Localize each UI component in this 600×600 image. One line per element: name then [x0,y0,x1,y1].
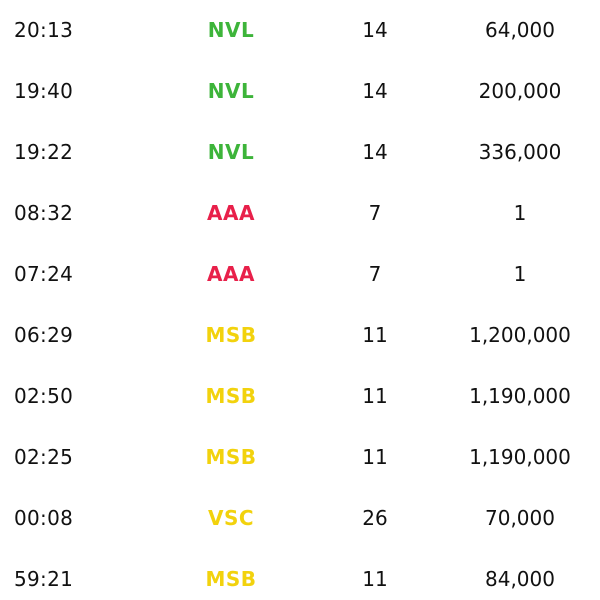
quantity-value: 7 [368,201,382,225]
list-item[interactable] [0,366,600,427]
time-value: 20:13 [14,18,74,42]
list-item[interactable] [0,549,600,600]
list-item[interactable] [0,488,600,549]
amount-value: 1 [513,262,527,286]
quantity-value: 14 [362,18,388,42]
ticker-symbol: NVL [207,18,255,42]
ticker-symbol: MSB [205,384,257,408]
ticker-symbol: AAA [207,201,255,225]
time-value: 02:25 [14,445,74,469]
list-item[interactable] [0,0,600,61]
quantity-value: 11 [362,567,388,591]
list-item[interactable] [0,305,600,366]
time-value: 59:21 [14,567,74,591]
amount-value: 1,200,000 [469,323,571,347]
list-item[interactable] [0,122,600,183]
ticker-symbol: MSB [205,567,257,591]
ticker-symbol: AAA [207,262,255,286]
list-item[interactable] [0,183,600,244]
ticker-symbol: MSB [205,445,257,469]
amount-value: 1,190,000 [469,384,571,408]
time-value: 00:08 [14,506,74,530]
ticker-symbol: NVL [207,79,255,103]
ticker-symbol: VSC [207,506,255,530]
time-value: 19:22 [14,140,74,164]
ticker-symbol: MSB [205,323,257,347]
quantity-value: 11 [362,323,388,347]
time-value: 02:50 [14,384,74,408]
amount-value: 336,000 [478,140,562,164]
quantity-value: 14 [362,79,388,103]
time-value: 07:24 [14,262,74,286]
time-value: 08:32 [14,201,74,225]
quantity-value: 14 [362,140,388,164]
quantity-value: 11 [362,445,388,469]
list-item[interactable] [0,427,600,488]
time-value: 19:40 [14,79,74,103]
amount-value: 70,000 [485,506,555,530]
list-item[interactable] [0,244,600,305]
quantity-value: 11 [362,384,388,408]
ticker-symbol: NVL [207,140,255,164]
amount-value: 64,000 [485,18,555,42]
quantity-value: 26 [362,506,388,530]
list-item[interactable] [0,61,600,122]
amount-value: 84,000 [485,567,555,591]
time-value: 06:29 [14,323,74,347]
quantity-value: 7 [368,262,382,286]
amount-value: 1 [513,201,527,225]
amount-value: 1,190,000 [469,445,571,469]
amount-value: 200,000 [478,79,562,103]
